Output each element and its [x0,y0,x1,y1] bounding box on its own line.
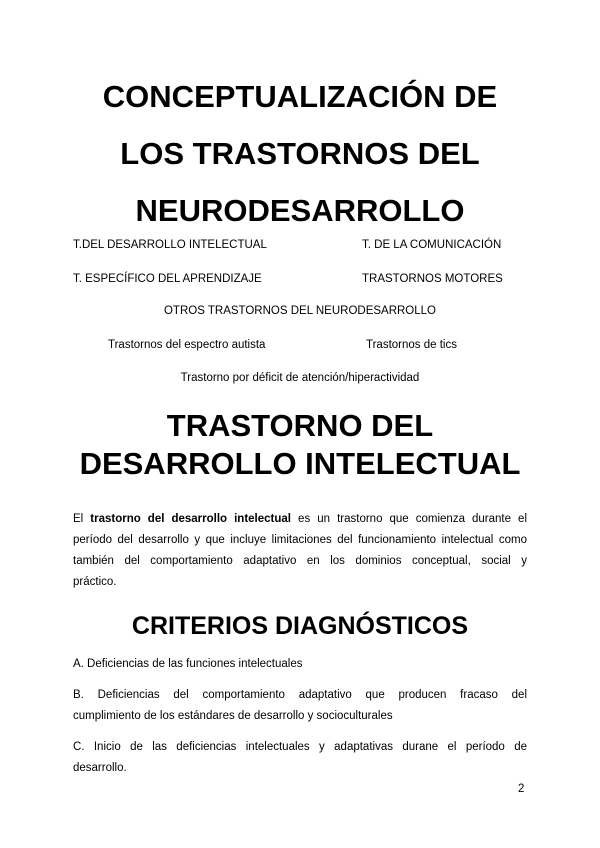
definition-line-4: práctico. [73,576,117,588]
main-title-line-3: NEURODESARROLLO [135,193,465,228]
definition-rest: es un trastorno que comienza durante el [291,513,528,525]
criterion-c-line-1: C. Inicio de las deficiencias intelectuales y adaptativas durane el período de [73,741,527,753]
criterion-a-line: A. Deficiencias de las funciones intelectuales [73,658,303,670]
category-intellectual: T.DEL DESARROLLO INTELECTUAL [73,239,267,251]
definition-line-1 [73,509,527,530]
criterion-a [73,654,527,675]
section-title [40,407,560,483]
page-number: 2 [518,783,525,795]
criterion-b-line-1: B. Deficiencias del comportamiento adaptativo que producen fracaso del [73,689,527,701]
criteria-title: CRITERIOS DIAGNÓSTICOS [131,612,469,640]
criterion-b [73,685,527,727]
main-title-line-1: CONCEPTUALIZACIÓN DE [102,79,498,114]
main-title [40,68,560,239]
definition-paragraph [73,509,527,593]
definition-term: trastorno del desarrollo intelectual [90,513,291,525]
criterion-c-line-2: desarrollo. [73,762,127,774]
subcategory-adhd: Trastorno por déficit de atención/hiperactividad [180,372,420,384]
category-motor: TRASTORNOS MOTORES [362,273,503,285]
section-title-line-2: DESARROLLO INTELECTUAL [79,446,521,481]
definition-line-3: también del comportamiento adaptativo en los dominios conceptual, social y [73,555,527,567]
category-communication: T. DE LA COMUNICACIÓN [362,239,502,251]
category-learning: T. ESPECÍFICO DEL APRENDIZAJE [73,273,262,285]
definition-line-2: período del desarrollo y que incluye limitaciones del funcionamiento intelectual como [73,534,527,546]
subcategory-tics: Trastornos de tics [366,339,457,351]
criterion-c [73,737,527,779]
main-title-line-2: LOS TRASTORNOS DEL [120,136,480,171]
category-other: OTROS TRASTORNOS DEL NEURODESARROLLO [163,305,436,317]
section-title-line-1: TRASTORNO DEL [166,408,434,443]
definition-prefix: El [73,513,91,525]
subcategory-autism: Trastornos del espectro autista [108,339,266,351]
criterion-b-line-2: cumplimiento de los estándares de desarrollo y socioculturales [73,710,393,722]
